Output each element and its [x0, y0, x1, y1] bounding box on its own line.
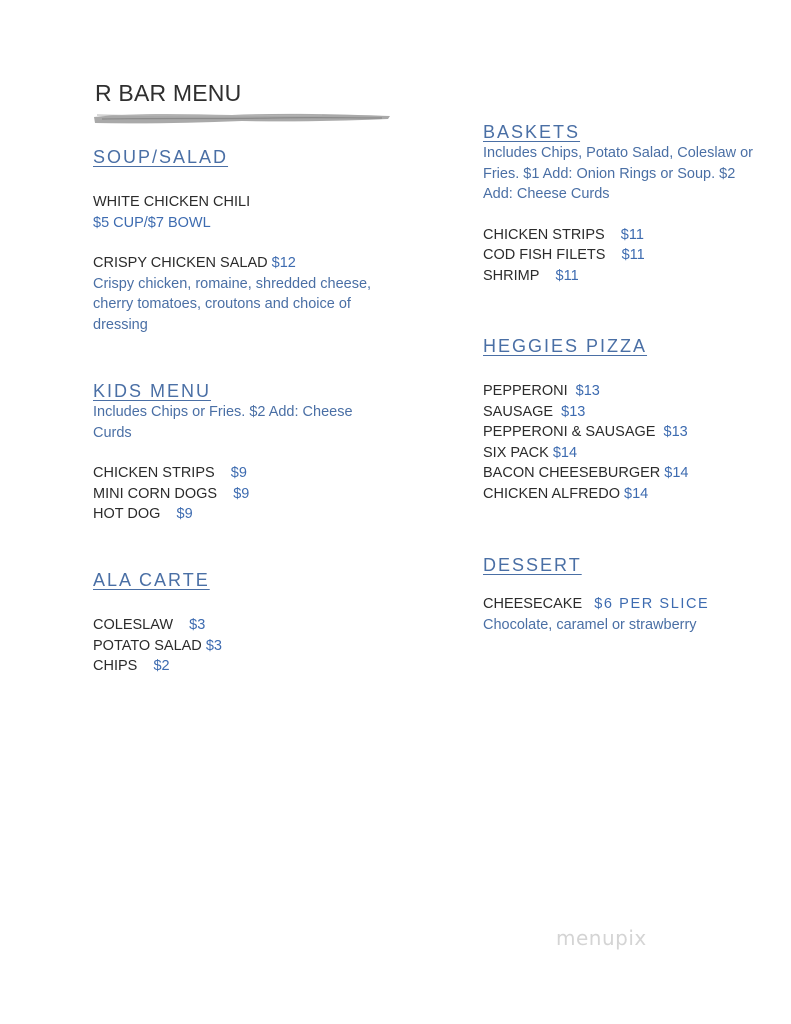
menu-item-price: $9 [176, 506, 193, 522]
menu-item [483, 381, 773, 402]
menu-item-name: PEPPERONI [483, 383, 568, 399]
section-heading: SOUP/SALAD [93, 147, 229, 167]
menu-item-name: CRISPY CHICKEN SALAD [93, 255, 268, 271]
menu-item [483, 484, 773, 505]
section-heading: ALA CARTE [93, 570, 210, 590]
menu-item-price: $13 [575, 383, 600, 399]
menu-item-price: $2 [153, 658, 170, 674]
menu-item-price: $11 [620, 226, 644, 243]
menu-item-price: $9 [233, 485, 250, 502]
menu-item-price: $11 [621, 247, 645, 263]
menu-item-name: SAUSAGE [483, 403, 554, 420]
watermark-logo: menupix [556, 926, 647, 950]
menu-item [483, 266, 773, 287]
brush-stroke-divider [92, 110, 392, 126]
menu-item-price: $14 [552, 444, 578, 461]
menu-item-name: PEPPERONI & SAUSAGE [483, 424, 656, 440]
menu-item [483, 594, 773, 615]
kids-menu-section [93, 380, 413, 525]
section-heading: HEGGIES PIZZA [483, 336, 648, 356]
menu-item-name: CHICKEN STRIPS [93, 465, 215, 481]
menu-item-price: $6 PER SLICE [594, 596, 710, 612]
section-heading: KIDS MENU [93, 381, 212, 401]
menu-item-name: CHEESECAKE [483, 596, 583, 612]
menu-item-name: BACON CHEESEBURGER [483, 465, 661, 481]
menu-item-name: SHRIMP [483, 267, 540, 284]
menu-item-price: $14 [624, 485, 649, 502]
menu-item-price: $11 [555, 267, 579, 284]
menu-item-name: COLESLAW [93, 617, 174, 633]
menu-item-name: SIX PACK [483, 444, 549, 461]
menu-item [483, 422, 773, 443]
section-note: Includes Chips or Fries. $2 Add: Cheese Curds [93, 404, 353, 441]
menu-item [483, 245, 773, 266]
menu-item-name: POTATO SALAD [93, 637, 202, 654]
menu-item [93, 656, 413, 677]
menu-item [93, 636, 413, 657]
page-title: R BAR MENU [95, 80, 242, 106]
menu-item [483, 443, 773, 464]
menu-item-price: $13 [561, 403, 586, 420]
menu-item-price: $3 [189, 617, 206, 633]
menu-item [483, 402, 773, 423]
menu-item-name: WHITE CHICKEN CHILI [93, 194, 251, 210]
menu-item-price: $5 CUP/$7 BOWL [93, 214, 211, 231]
menu-item-name: CHIPS [93, 658, 138, 674]
menu-item-price: $13 [663, 424, 688, 440]
menu-item-name: HOT DOG [93, 506, 161, 522]
baskets-section [483, 121, 773, 286]
menu-item-name: COD FISH FILETS [483, 247, 606, 263]
menu-item-name: MINI CORN DOGS [93, 485, 218, 502]
menu-item-name: CHICKEN STRIPS [483, 226, 605, 243]
section-heading: DESSERT [483, 555, 582, 575]
section-note: Includes Chips, Potato Salad, Coleslaw or Fries. $1 Add: Onion Rings or Soup. $2 Add: Cheese Curds [483, 145, 754, 202]
menu-item [93, 463, 413, 484]
menu-item [93, 504, 413, 525]
menu-item [93, 615, 413, 636]
menu-item [93, 484, 413, 505]
dessert-section [483, 554, 773, 635]
menu-item [483, 463, 773, 484]
menu-item [93, 253, 413, 274]
menu-item-price: $3 [205, 637, 222, 654]
ala-carte-section [93, 569, 413, 677]
menu-item-description: Crispy chicken, romaine, shredded cheese, cherry tomatoes, croutons and choice of dressing [93, 275, 372, 333]
menu-item [483, 225, 773, 246]
pizza-section [483, 335, 773, 504]
menu-item-name: CHICKEN ALFREDO [483, 485, 620, 502]
menu-item-price: $9 [230, 465, 247, 481]
menu-item-price: $14 [664, 465, 689, 481]
section-heading: BASKETS [483, 122, 581, 142]
menu-item-description: Chocolate, caramel or strawberry [483, 616, 697, 633]
menu-item-price: $12 [271, 255, 296, 271]
soup-salad-section [93, 146, 413, 335]
